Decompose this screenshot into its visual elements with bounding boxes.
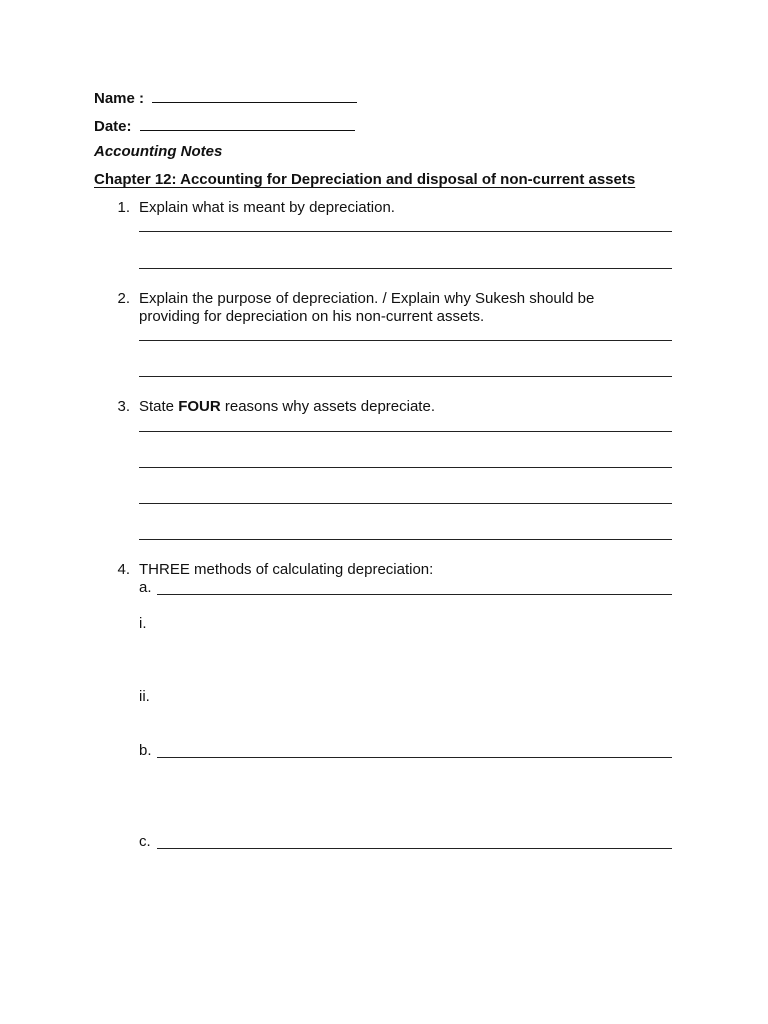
method-a-ii-label: ii. bbox=[139, 688, 150, 705]
answer-line[interactable] bbox=[139, 340, 672, 341]
name-label: Name : bbox=[94, 90, 145, 107]
date-row bbox=[94, 116, 355, 135]
question-4-number: 4. bbox=[117, 561, 130, 578]
method-b-label: b. bbox=[139, 742, 152, 759]
answer-line[interactable] bbox=[139, 268, 672, 269]
question-2-number: 2. bbox=[117, 290, 130, 307]
method-a-i-label: i. bbox=[139, 615, 147, 632]
method-c-label: c. bbox=[139, 833, 151, 850]
answer-line[interactable] bbox=[139, 431, 672, 432]
question-3-number: 3. bbox=[117, 398, 130, 415]
question-2-text-line1: Explain the purpose of depreciation. / Explain why Sukesh should be bbox=[139, 290, 595, 307]
question-1-text: Explain what is meant by depreciation. bbox=[139, 199, 395, 216]
question-2-text-line2: providing for depreciation on his non-current assets. bbox=[139, 308, 485, 325]
answer-line[interactable] bbox=[139, 376, 672, 377]
date-label: Date: bbox=[94, 118, 132, 135]
method-b-line[interactable] bbox=[157, 757, 672, 758]
chapter-title: Chapter 12: Accounting for Depreciation and disposal of non-current assets bbox=[94, 171, 636, 188]
date-field[interactable] bbox=[140, 116, 355, 131]
question-3-emphasis: FOUR bbox=[178, 398, 221, 415]
question-3-text bbox=[139, 398, 435, 415]
answer-line[interactable] bbox=[139, 467, 672, 468]
question-1-number: 1. bbox=[117, 199, 130, 216]
subtitle: Accounting Notes bbox=[94, 143, 223, 160]
method-a-line[interactable] bbox=[157, 594, 672, 595]
question-3-text-end: reasons why assets depreciate. bbox=[220, 398, 435, 415]
name-row bbox=[94, 88, 357, 107]
name-field[interactable] bbox=[152, 88, 357, 103]
question-4-text: THREE methods of calculating depreciation: bbox=[139, 561, 434, 578]
answer-line[interactable] bbox=[139, 539, 672, 540]
question-3-text-start: State bbox=[139, 398, 179, 415]
answer-line[interactable] bbox=[139, 503, 672, 504]
method-c-line[interactable] bbox=[157, 848, 672, 849]
answer-line[interactable] bbox=[139, 231, 672, 232]
method-a-label: a. bbox=[139, 579, 152, 596]
